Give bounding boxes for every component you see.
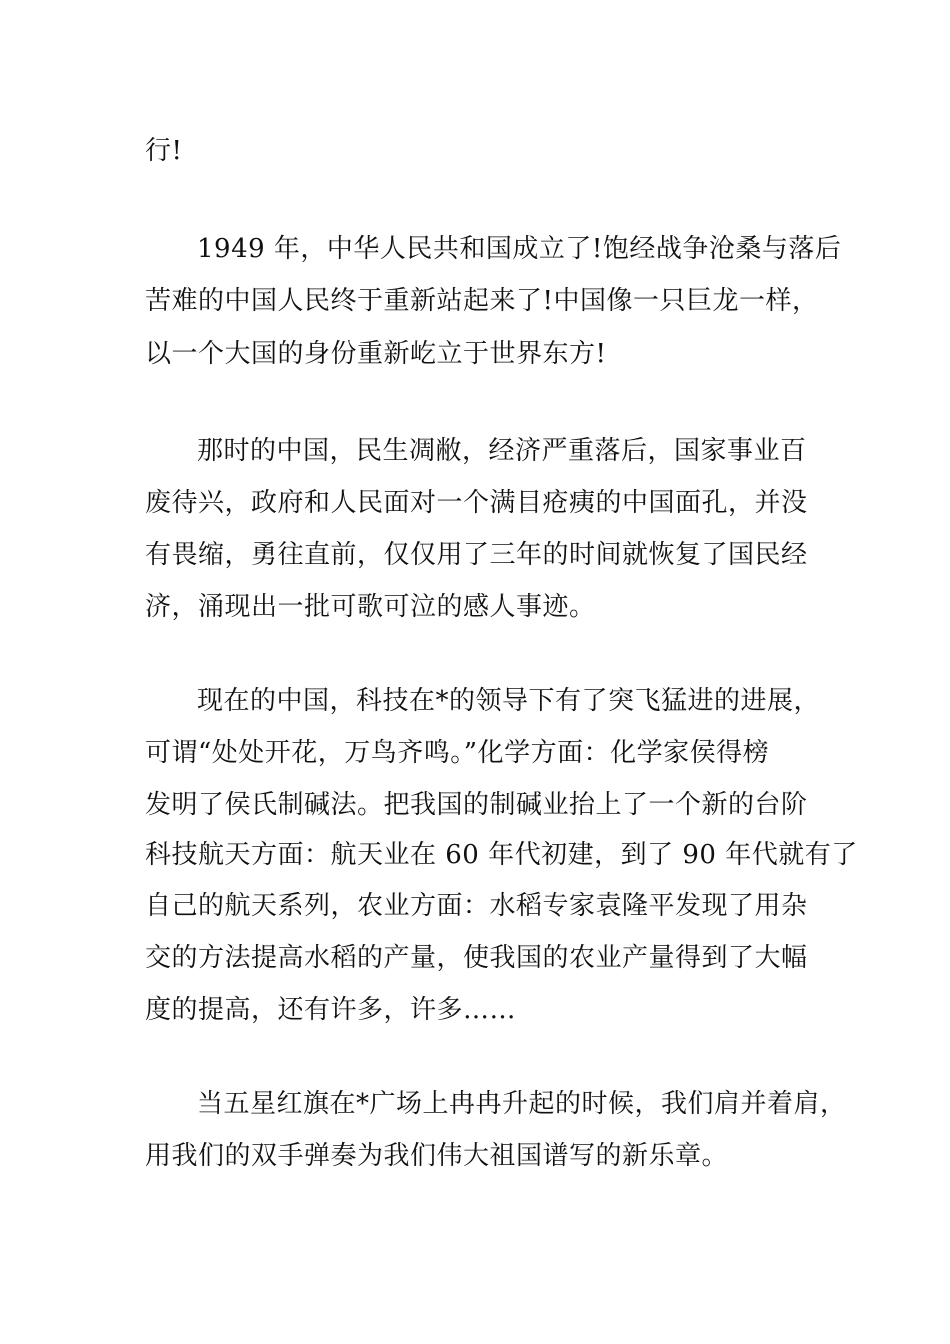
- text-line: 自己的航天系列，农业方面：水稻专家袁隆平发现了用杂: [145, 891, 808, 921]
- text-line: 现在的中国，科技在*的领导下有了突飞猛进的进展，: [197, 686, 821, 716]
- text-line: 行!: [145, 136, 183, 166]
- text-line: 苦难的中国人民终于重新站起来了!中国像一只巨龙一样，: [145, 286, 819, 316]
- text-line: 济，涌现出一批可歌可泣的感人事迹。: [145, 592, 596, 622]
- text-line: 发明了侯氏制碱法。把我国的制碱业抬上了一个新的台阶: [145, 790, 808, 820]
- text-line: 1949 年，中华人民共和国成立了!饱经战争沧桑与落后: [197, 234, 842, 264]
- text-line: 科技航天方面：航天业在 60 年代初建，到了 90 年代就有了: [145, 840, 858, 870]
- text-line: 用我们的双手弹奏为我们伟大祖国谱写的新乐章。: [145, 1141, 729, 1171]
- text-line: 那时的中国，民生凋敝，经济严重落后，国家事业百: [197, 436, 807, 466]
- text-line: 交的方法提高水稻的产量，使我国的农业产量得到了大幅: [145, 943, 808, 973]
- text-line: 以一个大国的身份重新屹立于世界东方!: [145, 339, 607, 369]
- text-line: 可谓“处处开花，万鸟齐鸣。”化学方面：化学家侯得榜: [145, 738, 770, 768]
- text-line: 度的提高，还有许多，许多……: [145, 995, 517, 1025]
- text-line: 废待兴，政府和人民面对一个满目疮痍的中国面孔，并没: [145, 488, 808, 518]
- text-line: 有畏缩，勇往直前，仅仅用了三年的时间就恢复了国民经: [145, 540, 808, 570]
- text-line: 当五星红旗在*广场上冉冉升起的时候，我们肩并着肩，: [197, 1089, 847, 1119]
